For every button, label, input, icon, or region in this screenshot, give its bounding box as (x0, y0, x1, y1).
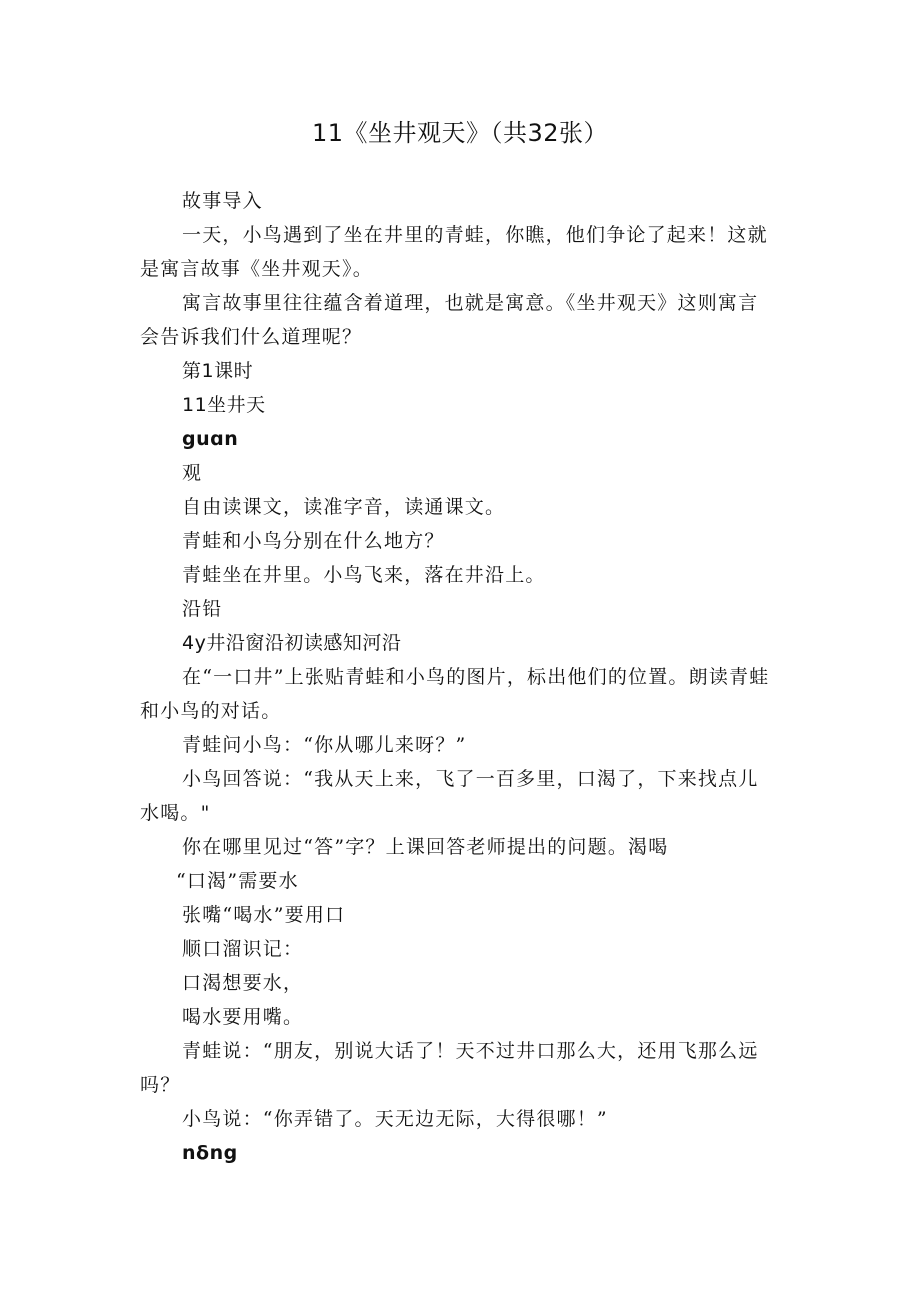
paragraph: 青蛙说：“朋友，别说大话了！天不过井口那么大，还用飞那么远吗？ (140, 1040, 759, 1096)
paragraph: 自由读课文，读准字音，读通课文。 (182, 496, 506, 518)
paragraph: 故事导入 (182, 190, 263, 212)
pinyin: guɑn (182, 428, 239, 450)
paragraph: 青蛙坐在井里。小鸟飞来，落在井沿上。 (182, 564, 546, 586)
paragraph: 顺口溜识记： (182, 938, 304, 960)
paragraph: 喝水要用嘴。 (182, 1006, 304, 1028)
document-title: 11《坐井观天》（共32张） (311, 119, 609, 147)
paragraph: 小鸟说：“你弄错了。天无边无际，大得很哪！” (182, 1108, 608, 1130)
paragraph: 在“一口井”上张贴青蛙和小鸟的图片，标出他们的位置。朗读青蛙和小鸟的对话。 (140, 666, 770, 722)
paragraph: 你在哪里见过“答”字？上课回答老师提出的问题。渴喝 (182, 836, 669, 858)
document-body (140, 184, 770, 1170)
paragraph: 沿铅 (182, 598, 223, 620)
paragraph: 寓言故事里往往蕴含着道理，也就是寓意。《坐井观天》这则寓言会告诉我们什么道理呢？ (140, 292, 759, 348)
paragraph: 观 (182, 462, 203, 484)
pinyin: nδng (182, 1142, 238, 1164)
paragraph: 口渴想要水， (182, 972, 304, 994)
lesson-title: 11坐井天 (182, 394, 266, 416)
paragraph: 一天，小鸟遇到了坐在井里的青蛙，你瞧，他们争论了起来！这就是寓言故事《坐井观天》。 (140, 224, 768, 280)
paragraph: 小鸟回答说：“我从天上来，飞了一百多里，口渴了，下来找点儿水喝。" (140, 768, 759, 824)
paragraph: 青蛙和小鸟分别在什么地方？ (182, 530, 445, 552)
paragraph: 4y井沿窗沿初读感知河沿 (182, 632, 402, 654)
paragraph: 张嘴“喝水”要用口 (182, 904, 346, 926)
lesson-heading: 第1课时 (182, 360, 254, 382)
paragraph: 青蛙问小鸟：“你从哪儿来呀？” (182, 734, 467, 756)
paragraph: “口渴”需要水 (176, 870, 299, 892)
